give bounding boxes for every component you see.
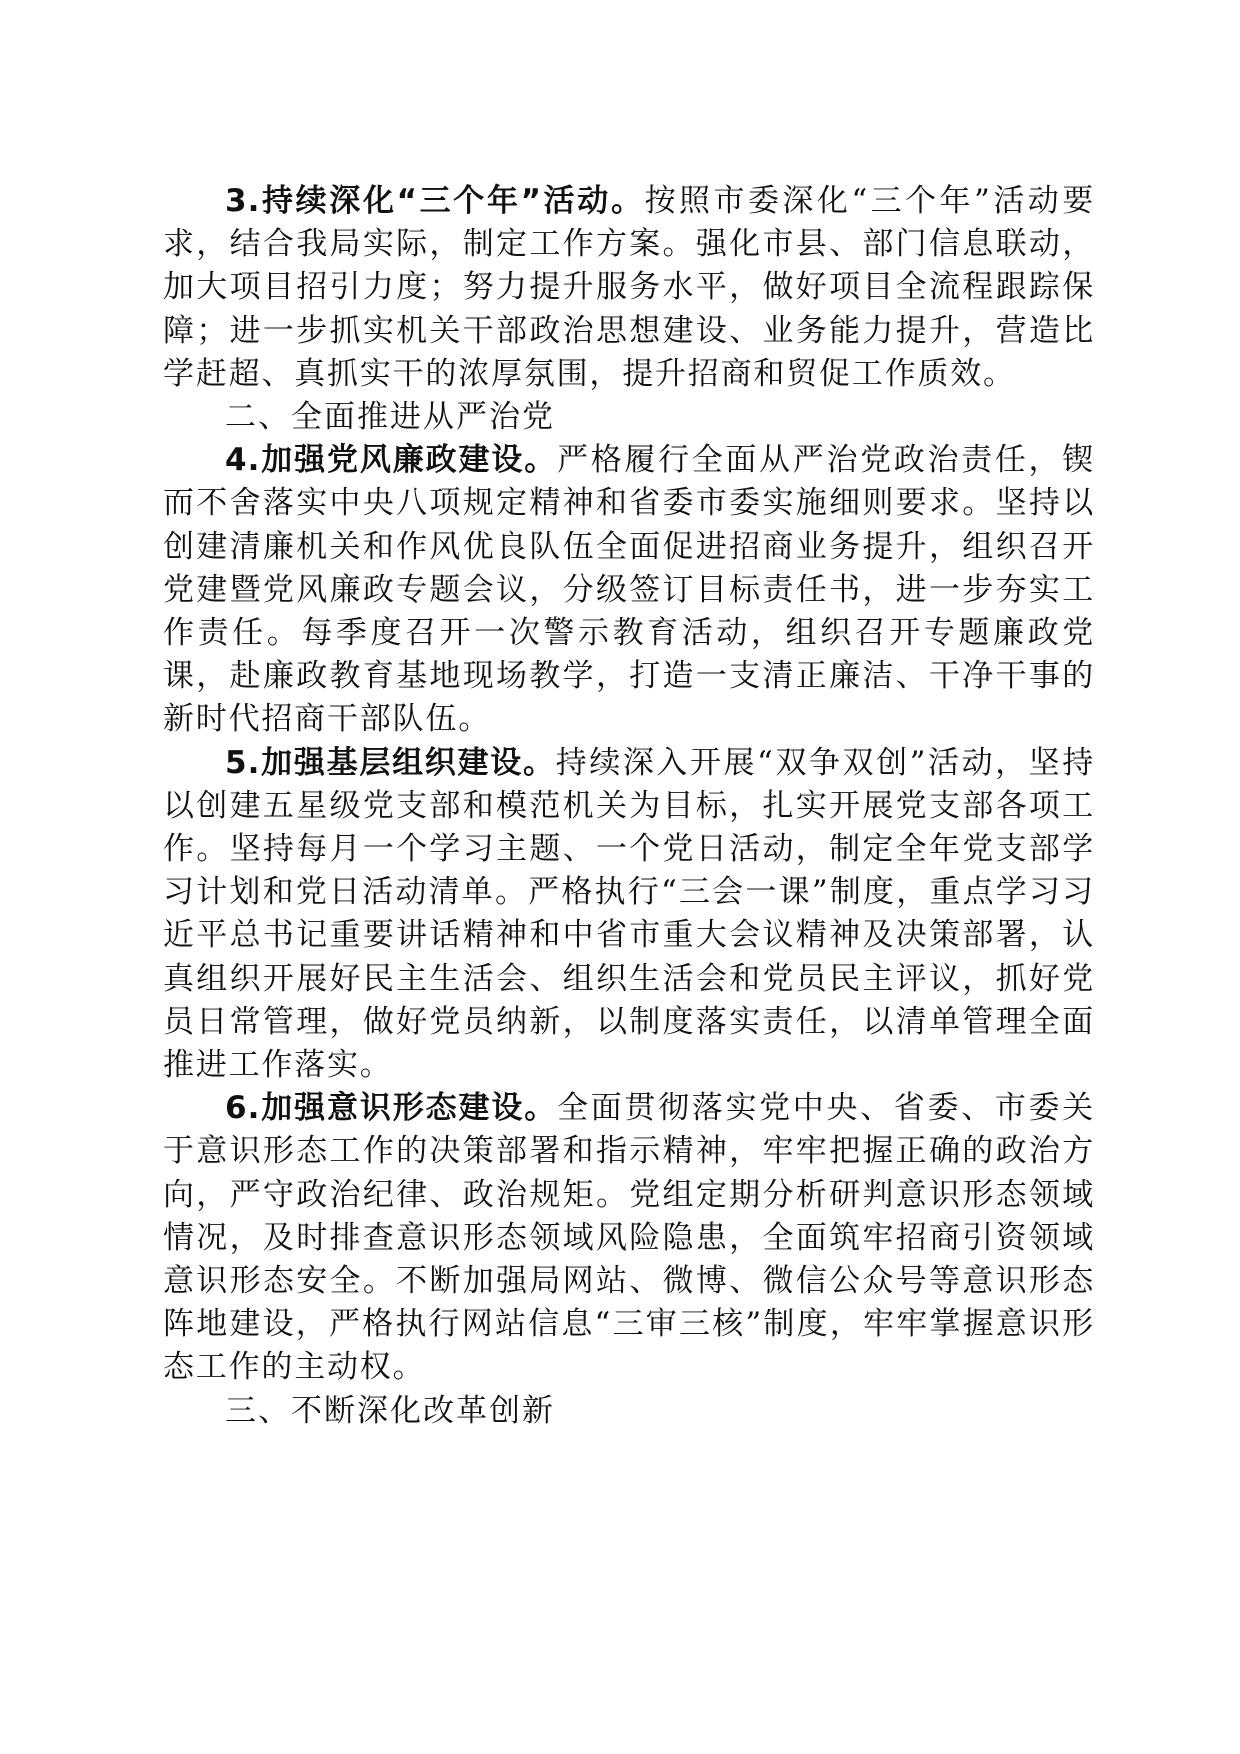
paragraph-3-body: 按照市委深化“三个年”活动要求，结合我局实际，制定工作方案。强化市县、部门信息联动，加大项目招引力度；努力提升服务水平，做好项目全流程跟踪保障；进一步抓实机关干部政治思想建设、业务能力提升，营造比学赶超、真抓实干的浓厚氛围，提升招商和贸促工作质效。 bbox=[163, 183, 1095, 392]
paragraph-6 bbox=[163, 1087, 1095, 1389]
paragraph-5 bbox=[163, 742, 1095, 1088]
paragraph-3 bbox=[163, 180, 1095, 396]
section-heading-2: 二、全面推进从严治党 bbox=[225, 399, 555, 436]
paragraph-4-body: 严格履行全面从严治党政治责任，锲而不舍落实中央八项规定精神和省委市委实施细则要求。坚持以创建清廉机关和作风优良队伍全面促进招商业务提升，组织召开党建暨党风廉政专题会议，分级签订目标责任书，进一步夯实工作责任。每季度召开一次警示教育活动，组织召开专题廉政党课，赴廉政教育基地现场教学，打造一支清正廉洁、干净干事的新时代招商干部队伍。 bbox=[163, 442, 1095, 738]
document-page bbox=[163, 180, 1095, 1433]
paragraph-3-title: 3.持续深化“三个年”活动。 bbox=[225, 183, 645, 219]
paragraph-4-title: 4.加强党风廉政建设。 bbox=[225, 442, 558, 479]
section-heading-3: 三、不断深化改革创新 bbox=[225, 1392, 555, 1429]
paragraph-5-body: 持续深入开展“双争双创”活动，坚持以创建五星级党支部和模范机关为目标，扎实开展党支部各项工作。坚持每月一个学习主题、一个党日活动，制定全年党支部学习计划和党日活动清单。严格执行“三会一课”制度，重点学习习近平总书记重要讲话精神和中省市重大会议精神及决策部署，认真组织开展好民主生活会、组织生活会和党员民主评议，抓好党员日常管理，做好党员纳新，以制度落实责任，以清单管理全面推进工作落实。 bbox=[163, 744, 1095, 1084]
paragraph-5-title: 5.加强基层组织建设。 bbox=[225, 744, 556, 781]
paragraph-4 bbox=[163, 439, 1095, 741]
paragraph-6-body: 全面贯彻落实党中央、省委、市委关于意识形态工作的决策部署和指示精神，牢牢把握正确的政治方向，严守政治纪律、政治规矩。党组定期分析研判意识形态领域情况，及时排查意识形态领域风险隐患，全面筑牢招商引资领域意识形态安全。不断加强局网站、微博、微信公众号等意识形态阵地建设，严格执行网站信息“三审三核”制度，牢牢掌握意识形态工作的主动权。 bbox=[163, 1090, 1095, 1386]
paragraph-6-title: 6.加强意识形态建设。 bbox=[225, 1090, 558, 1127]
